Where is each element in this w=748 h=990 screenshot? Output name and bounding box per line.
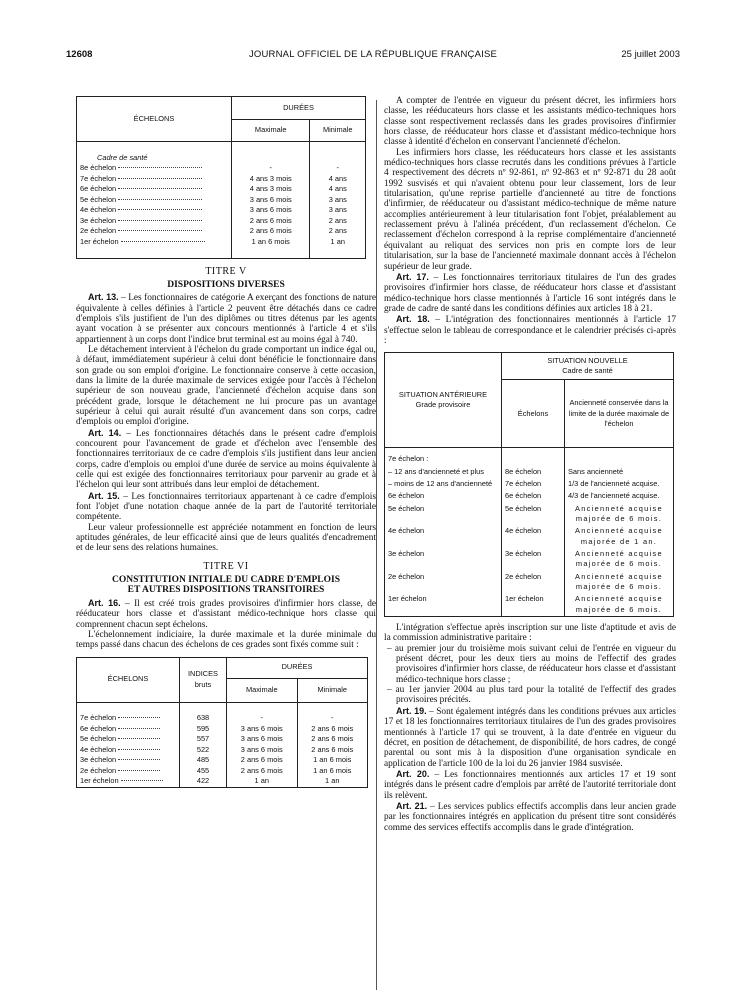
- echelon-nouveau: 6e échelon: [502, 490, 565, 502]
- duree-maximale: 3 ans 6 mois: [227, 724, 298, 735]
- titre-v-subtitle: DISPOSITIONS DIVERSES: [167, 279, 285, 290]
- situation-anterieure: – 12 ans d'ancienneté et plus: [388, 466, 484, 476]
- anciennete-conservee: Ancienneté acquise majorée de 6 mois.: [565, 571, 674, 594]
- table-row: [385, 490, 674, 502]
- th-durees: DURÉES: [232, 97, 366, 120]
- th-minimale: Minimale: [310, 119, 366, 142]
- titre-vi-subtitle-2: ET AUTRES DISPOSITIONS TRANSITOIRES: [127, 585, 325, 596]
- duree-minimale: 1 an: [297, 776, 368, 787]
- row-label: [77, 237, 232, 248]
- duree-minimale: 2 ans 6 mois: [297, 745, 368, 756]
- situation-anterieure: 1er échelon: [388, 594, 427, 604]
- table-row: [77, 226, 366, 237]
- row-label: [77, 755, 180, 766]
- row-label: [77, 745, 180, 756]
- th3-nouvelle: SITUATION NOUVELLE Cadre de santé: [502, 353, 674, 380]
- anciennete-conservee: Ancienneté acquise majorée de 1 an.: [565, 525, 674, 548]
- leader-dots: [121, 780, 163, 781]
- paragraph-valeur: Leur valeur professionnelle est appréciée notamment en fonction de leurs aptitudes générales, de leur efficacité ainsi que de leurs qualités d'encadrement et de leur sens des relations humaines.: [76, 522, 376, 554]
- echelon-nouveau: 2e échelon: [502, 571, 565, 594]
- leader-dots: [121, 241, 205, 242]
- titre-v: TITRE V: [205, 265, 247, 277]
- table-row: [77, 184, 366, 195]
- echelon-nouveau: [502, 448, 565, 466]
- echelon-label: 5e échelon: [80, 734, 117, 744]
- leader-dots: [118, 728, 160, 729]
- echelon-nouveau: 8e échelon: [502, 466, 565, 478]
- duree-maximale: 2 ans 6 mois: [232, 226, 310, 237]
- page-number: 12608: [66, 49, 93, 60]
- row-label: [77, 724, 180, 735]
- paragraph-detachement: Le détachement intervient à l'échelon du grade comportant un indice égal ou, à défaut, immédiatement supérieur à celui dont bénéficie le fonctionnaire dans son grade ou son emploi d'origine. Le fonctionnaire conserve à cette occasion, dans la limite de la durée maximale de services exigée pour l'accès à l'échelon supérieur de son nouveau grade, l'ancienneté d'échelon acquise dans son précédent grade, lorsque le détachement ne lui procure pas un avantage supérieur à celui qui aurait résulté d'un avancement dans son corps, cadre d'emplois ou emploi d'origine.: [76, 344, 376, 428]
- table-row: [385, 466, 674, 478]
- row-label: [77, 195, 232, 206]
- table-row: [385, 478, 674, 490]
- th2-echelons: ÉCHELONS: [77, 657, 180, 702]
- leader-dots: [118, 749, 160, 750]
- leader-dots: [118, 199, 202, 200]
- row-label: [77, 226, 232, 237]
- table-row: [77, 216, 366, 227]
- indice-brut: 485: [180, 755, 227, 766]
- leader-dots: [118, 209, 202, 210]
- duree-maximale: 2 ans 6 mois: [232, 216, 310, 227]
- situation-anterieure: 5e échelon: [388, 503, 425, 513]
- duree-minimale: 2 ans: [310, 226, 366, 237]
- table-row: [77, 776, 368, 787]
- anciennete-conservee: 4/3 de l'ancienneté acquise.: [565, 490, 674, 502]
- duree-maximale: 2 ans 6 mois: [227, 766, 298, 777]
- th3-anciennete: Ancienneté conservée dans la limite de la durée maximale de l'échelon: [565, 380, 674, 448]
- paragraph-infirmiers: Les infirmiers hors classe, les rééducateurs hors classe et les assistants médico-techniques hors classe recrutés dans les conditions prévues à l'article 4 respectivement des décrets nº 92-861, nº 92-863 et nº 92-871 du 28 août 1992 susvisés et qui n'avaient obtenu pour leur classement, lors de leur titularisation, qu'une reprise partielle d'ancienneté au titre de fonctions d'infirmier, de rééducateur ou d'assistant médico-technique de même nature accomplies antérieurement à leur titularisation font l'objet, préalablement au reclassement prévu à l'alinéa précédent, d'un reclassement d'échelon. Ce reclassement d'échelon correspond à la reprise complémentaire d'ancienneté équivalant au reliquat des services non pris en compte lors de leur titularisation, sur la base de l'ancienneté maximale donnant accès à l'échelon supérieur de leur grade.: [384, 147, 676, 272]
- echelon-label: 6e échelon: [80, 184, 117, 194]
- echelon-nouveau: 7e échelon: [502, 478, 565, 490]
- leader-dots: [118, 230, 202, 231]
- section-label: Cadre de santé: [97, 152, 148, 162]
- table-correspondance: [384, 352, 674, 617]
- th2-indices: INDICES bruts: [180, 657, 227, 702]
- table-indices-durees: [76, 657, 368, 788]
- echelon-label: 2e échelon: [80, 765, 117, 775]
- indice-brut: 557: [180, 734, 227, 745]
- leader-dots: [118, 167, 202, 168]
- echelon-label: 3e échelon: [80, 215, 117, 225]
- th-maximale: Maximale: [232, 119, 310, 142]
- duree-minimale: 3 ans: [310, 205, 366, 216]
- indice-brut: 455: [180, 766, 227, 777]
- duree-minimale: 3 ans: [310, 195, 366, 206]
- duree-minimale: 1 an: [310, 237, 366, 248]
- article-18: Art. 18. – L'intégration des fonctionnaires mentionnés à l'article 17 s'effectue selon le tableau de correspondance et le calendrier précisés ci-après :: [384, 314, 676, 346]
- issue-date: 25 juillet 2003: [621, 49, 680, 60]
- table-cadre-sante-durees: [76, 96, 366, 259]
- echelon-label: 4e échelon: [80, 744, 117, 754]
- row-label: [77, 776, 180, 787]
- anciennete-conservee: [565, 448, 674, 466]
- anciennete-conservee: Sans ancienneté: [565, 466, 674, 478]
- duree-maximale: 3 ans 6 mois: [232, 205, 310, 216]
- echelon-label: 6e échelon: [80, 723, 117, 733]
- echelon-nouveau: 5e échelon: [502, 503, 565, 526]
- duree-maximale: -: [227, 713, 298, 724]
- duree-minimale: 1 an 6 mois: [297, 766, 368, 777]
- titre-vi: TITRE VI: [203, 560, 249, 572]
- duree-maximale: 3 ans 6 mois: [227, 734, 298, 745]
- indice-brut: 522: [180, 745, 227, 756]
- th-echelons: ÉCHELONS: [77, 97, 232, 142]
- leader-dots: [118, 188, 202, 189]
- th3-ancienne: SITUATION ANTÉRIEURE Grade provisoire: [385, 353, 502, 448]
- table-row: [77, 195, 366, 206]
- duree-minimale: 2 ans: [310, 216, 366, 227]
- leader-dots: [118, 738, 160, 739]
- anciennete-conservee: Ancienneté acquise majorée de 6 mois.: [565, 593, 674, 616]
- duree-minimale: 2 ans 6 mois: [297, 724, 368, 735]
- article-19: Art. 19. – Sont également intégrés dans les conditions prévues aux articles 17 et 18 les fonctionnaires territoriaux titulaires de l'un des grades provisoires mentionnés à l'article 17 qui se trouvent, à la date d'entrée en vigueur du décret, en position de détachement, de disponibilité, de hors cadres, de congé parental ou sont mis à la disposition d'une organisation syndicale en application de l'article 100 de la loi du 26 janvier 1984 susvisée.: [384, 705, 677, 769]
- anciennete-conservee: Ancienneté acquise majorée de 6 mois.: [565, 548, 674, 571]
- echelon-nouveau: 3e échelon: [502, 548, 565, 571]
- th2-maximale: Maximale: [227, 678, 298, 702]
- list-item: – au 1er janvier 2004 au plus tard pour la totalité de l'effectif des grades provisoires précités.: [387, 685, 676, 706]
- duree-minimale: -: [297, 713, 368, 724]
- table-row: [385, 548, 674, 571]
- situation-anterieure: 6e échelon: [388, 491, 425, 501]
- duree-minimale: 4 ans: [310, 174, 366, 185]
- paragraph-echelonnement: L'échelonnement indiciaire, la durée maximale et la durée minimale du temps passé dans chacun des échelons de ces grades sont fixés comme suit :: [76, 629, 376, 651]
- duree-maximale: -: [232, 163, 310, 174]
- paragraph-integration: L'intégration s'effectue après inscription sur une liste d'aptitude et avis de la commission administrative paritaire :: [384, 623, 676, 644]
- table-row: [77, 734, 368, 745]
- leader-dots: [118, 759, 160, 760]
- left-column: [76, 96, 376, 788]
- leader-dots: [118, 770, 160, 771]
- th3-echelons: Échelons: [502, 380, 565, 448]
- row-label: [77, 734, 180, 745]
- echelon-nouveau: 4e échelon: [502, 525, 565, 548]
- duree-maximale: 1 an 6 mois: [232, 237, 310, 248]
- indice-brut: 595: [180, 724, 227, 735]
- integration-list: [384, 644, 676, 706]
- situation-anterieure: 4e échelon: [388, 526, 425, 536]
- article-13: Art. 13. – Les fonctionnaires de catégorie A exerçant des fonctions de nature équivalente à celles définies à l'article 2 peuvent être détachés dans ce cadre d'emplois s'ils justifient de l'un des diplômes ou titres détenus par les agents ayant vocation à se présenter aux concours mentionnés à l'article 4 et s'ils appartiennent à un corps dont l'indice brut terminal est au moins égal à 740.: [76, 292, 376, 345]
- paragraph-reclassement: A compter de l'entrée en vigueur du présent décret, les infirmiers hors classe, les rééducateurs hors classe et les assistants médico-techniques hors classe sont respectivement reclassés dans les grades provisoires d'infirmier hors classe, de rééducateur hors classe et d'assistant médico-technique hors classe à identité d'échelon en conservant l'ancienneté d'échelon.: [384, 96, 676, 148]
- echelon-label: 2e échelon: [80, 226, 117, 236]
- row-label: [77, 184, 232, 195]
- page-header: [66, 49, 680, 63]
- table-row: [77, 174, 366, 185]
- duree-maximale: 3 ans 6 mois: [227, 745, 298, 756]
- table-row: [385, 448, 674, 466]
- duree-maximale: 4 ans 3 mois: [232, 174, 310, 185]
- echelon-label: 5e échelon: [80, 194, 117, 204]
- row-label: [77, 163, 232, 174]
- article-15: Art. 15. – Les fonctionnaires territoriaux appartenant à ce cadre d'emplois font l'objet d'une notation chaque année de la part de l'autorité territoriale compétente.: [76, 490, 376, 523]
- echelon-label: 3e échelon: [80, 755, 117, 765]
- duree-minimale: -: [310, 163, 366, 174]
- duree-maximale: 1 an: [227, 776, 298, 787]
- echelon-label: 1er échelon: [80, 776, 119, 786]
- duree-minimale: 1 an 6 mois: [297, 755, 368, 766]
- article-16: Art. 16. – Il est créé trois grades provisoires d'infirmier hors classe, de rééducateur hors classe et d'assistant médico-technique hors classe qui comprennent chacun sept échelons.: [76, 597, 377, 630]
- echelon-label: 4e échelon: [80, 205, 117, 215]
- article-20: Art. 20. – Les fonctionnaires mentionnés aux articles 17 et 19 sont intégrés dans le présent cadre d'emplois par arrêté de l'autorité territoriale dont ils relèvent.: [384, 768, 676, 801]
- article-17: Art. 17. – Les fonctionnaires territoriaux titulaires de l'un des grades provisoires d'infirmier hors classe, de rééducateur hors classe et d'assistant médico-technique hors classe mentionnés à l'article 16 sont intégrés dans le grade de cadre de santé dans les conditions définies aux articles 18 à 21.: [384, 271, 676, 314]
- article-14: Art. 14. – Les fonctionnaires détachés dans le présent cadre d'emplois concourent pour l'avancement de grade et d'échelon avec l'ensemble des fonctionnaires territoriaux de ce cadre d'emplois s'ils justifient dans leur ancien corps, cadre d'emplois ou emploi d'une durée de service au moins équivalente à celle qui est exigée des fonctionnaires territoriaux pour parvenir au grade et à l'échelon qui leur sont attribués dans leur emploi de détachement.: [76, 427, 376, 491]
- list-item: – au premier jour du troisième mois suivant celui de l'entrée en vigueur du présent décret, pour les deux tiers au moins de l'effectif des grades provisoires d'infirmier hors classe, de rééducateur hors classe et d'assistant médico-technique hors classe ;: [387, 643, 676, 685]
- echelon-label: 7e échelon: [80, 173, 117, 183]
- table-row: [77, 766, 368, 777]
- row-label: [77, 205, 232, 216]
- anciennete-conservee: Ancienneté acquise majorée de 6 mois.: [565, 503, 674, 526]
- row-label: [77, 713, 180, 724]
- situation-anterieure: – moins de 12 ans d'ancienneté: [388, 478, 493, 488]
- leader-dots: [118, 717, 160, 718]
- row-label: [77, 216, 232, 227]
- table-row: [385, 525, 674, 548]
- situation-anterieure: 7e échelon :: [388, 454, 429, 464]
- journal-title: JOURNAL OFFICIEL DE LA RÉPUBLIQUE FRANÇAISE: [248, 49, 498, 60]
- situation-anterieure: 3e échelon: [388, 549, 425, 558]
- table-row: [77, 163, 366, 174]
- table-row: [385, 593, 674, 616]
- echelon-label: 1er échelon: [80, 236, 119, 246]
- column-divider: [376, 100, 377, 990]
- row-label: [77, 766, 180, 777]
- leader-dots: [118, 178, 202, 179]
- table-row: [77, 745, 368, 756]
- article-21: Art. 21. – Les services publics effectifs accomplis dans leur ancien grade par les fonctionnaires intégrés en application du présent titre sont considérés comme des services effectifs accomplis dans le grade d'intégration.: [384, 800, 676, 833]
- duree-maximale: 2 ans 6 mois: [227, 755, 298, 766]
- echelon-nouveau: 1er échelon: [502, 593, 565, 616]
- table-row: [385, 503, 674, 526]
- table-row: [77, 237, 366, 248]
- table-row: [77, 724, 368, 735]
- situation-anterieure: 2e échelon: [388, 571, 425, 581]
- indice-brut: 638: [180, 713, 227, 724]
- row-label: [77, 174, 232, 185]
- echelon-label: 8e échelon: [80, 163, 117, 173]
- table-row: [385, 571, 674, 594]
- right-column: [384, 96, 676, 833]
- indice-brut: 422: [180, 776, 227, 787]
- table-row: [77, 755, 368, 766]
- table-row: [77, 713, 368, 724]
- th2-durees: DURÉES: [227, 657, 368, 678]
- duree-minimale: 2 ans 6 mois: [297, 734, 368, 745]
- duree-minimale: 4 ans: [310, 184, 366, 195]
- duree-maximale: 4 ans 3 mois: [232, 184, 310, 195]
- titre-vi-subtitle-1: CONSTITUTION INITIALE DU CADRE D'EMPLOIS: [111, 575, 341, 586]
- duree-maximale: 3 ans 6 mois: [232, 195, 310, 206]
- leader-dots: [118, 220, 202, 221]
- th2-minimale: Minimale: [297, 678, 368, 702]
- anciennete-conservee: 1/3 de l'ancienneté acquise.: [565, 478, 674, 490]
- table-row: [77, 205, 366, 216]
- echelon-label: 7e échelon: [80, 713, 117, 723]
